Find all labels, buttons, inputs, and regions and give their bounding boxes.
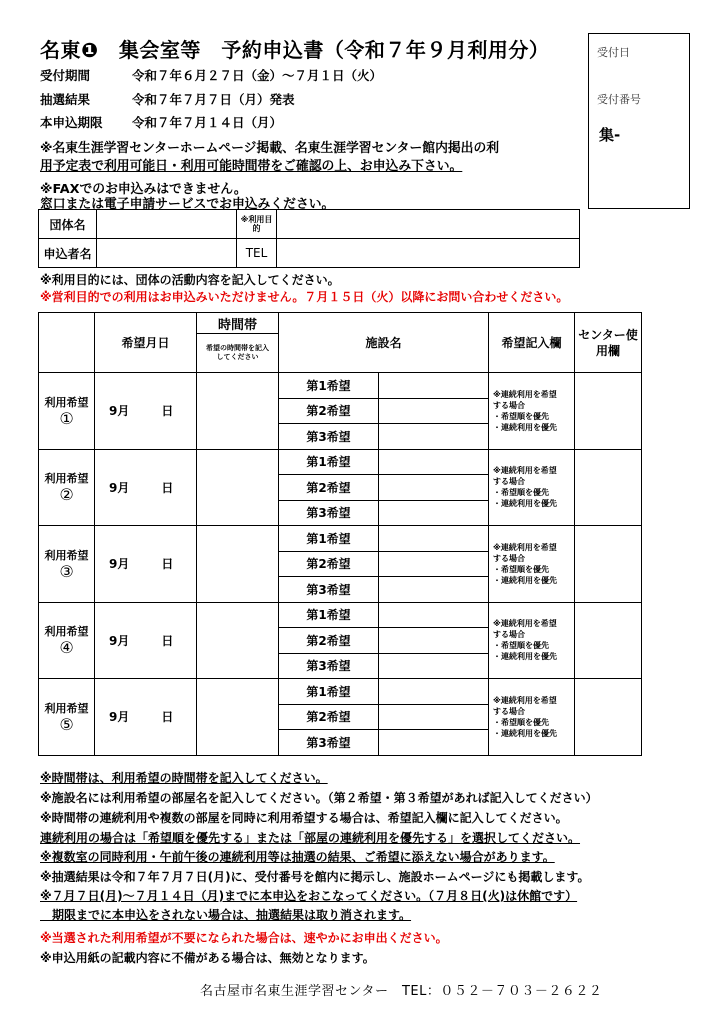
time-field[interactable]	[197, 526, 279, 603]
row-label	[39, 449, 95, 526]
window-notice: 窓口または電子申請サービスでお申込みください。	[40, 197, 335, 212]
row-label-text: 利用希望	[44, 625, 89, 639]
entry-option: ・希望順を優先	[493, 488, 550, 498]
bottom-note: 連続利用の場合は「希望順を優先する」または「部屋の連続利用を優先する」を選択してください。	[40, 831, 581, 845]
entry-cell[interactable]	[489, 602, 575, 679]
application-table	[38, 312, 642, 756]
choice-label: 第2希望	[279, 475, 379, 501]
facility-field[interactable]	[379, 398, 489, 424]
table-row	[39, 526, 642, 552]
facility-field[interactable]	[379, 602, 489, 628]
center-use-field	[575, 602, 642, 679]
entry-cell[interactable]	[489, 679, 575, 756]
facility-field[interactable]	[379, 500, 489, 526]
entry-cell[interactable]	[489, 373, 575, 450]
date-month: 9月	[109, 480, 130, 495]
entry-cell[interactable]	[489, 526, 575, 603]
header-entry: 希望記入欄	[489, 313, 575, 373]
table-row	[39, 373, 642, 399]
notice-line-2: 用予定表で利用可能日・利用可能時間帯をご確認の上、お申込み下さい。	[40, 159, 463, 174]
time-field[interactable]	[197, 373, 279, 450]
date-day: 日	[161, 710, 174, 725]
date-cell[interactable]	[95, 373, 197, 450]
date-cell[interactable]	[95, 449, 197, 526]
table-row	[39, 679, 642, 705]
choice-label: 第2希望	[279, 704, 379, 730]
row-label	[39, 526, 95, 603]
table-row	[39, 602, 642, 628]
receipt-number-value: 集-	[599, 126, 621, 144]
lottery-result	[40, 90, 295, 108]
row-number: ①	[59, 408, 74, 428]
header-time: 時間帯	[197, 313, 279, 334]
tel-label: TEL	[237, 239, 277, 268]
deadline	[40, 113, 282, 131]
reception-period	[40, 66, 382, 84]
choice-label: 第3希望	[279, 653, 379, 679]
lottery-result-label: 抽選結果	[40, 92, 91, 107]
row-label-text: 利用希望	[44, 701, 89, 715]
deadline-label: 本申込期限	[40, 115, 103, 130]
header-center: センター使用欄	[575, 313, 642, 373]
row-label	[39, 679, 95, 756]
entry-option: ・希望順を優先	[493, 411, 550, 421]
facility-field[interactable]	[379, 424, 489, 450]
header-date: 希望月日	[95, 313, 197, 373]
choice-label: 第1希望	[279, 449, 379, 475]
fax-notice: ※FAXでのお申込みはできません。	[40, 182, 247, 197]
entry-option: する場合	[493, 630, 526, 640]
bottom-note: 期限までに本申込をされない場合は、抽選結果は取り消されます。	[40, 908, 412, 922]
receipt-date-label: 受付日	[597, 46, 630, 59]
row-label	[39, 602, 95, 679]
purpose-label: ※利用目的	[237, 210, 277, 239]
bottom-note: ※抽選結果は令和７年７月７日(月)に、受付番号を館内に掲示し、施設ホームページにも掲載します。	[40, 870, 590, 884]
date-month: 9月	[109, 633, 130, 648]
deadline-value: 令和７年７月１４日（月）	[132, 115, 283, 130]
bottom-note: ※複数室の同時利用・午前午後の連続利用等は抽選の結果、ご希望に添えない場合があります。	[40, 850, 555, 864]
notice-line-1: ※名東生涯学習センターホームページ掲載、名東生涯学習センター館内掲出の利	[40, 141, 500, 156]
entry-option: ※連続利用を希望	[493, 695, 557, 705]
choice-label: 第1希望	[279, 679, 379, 705]
entry-option: ・希望順を優先	[493, 564, 550, 574]
purpose-field[interactable]	[277, 210, 580, 239]
entry-option: ・希望順を優先	[493, 717, 550, 727]
row-label-text: 利用希望	[44, 395, 89, 409]
entry-option: ・連続利用を優先	[493, 575, 558, 585]
date-cell[interactable]	[95, 526, 197, 603]
facility-field[interactable]	[379, 475, 489, 501]
group-name-label: 団体名	[39, 210, 97, 239]
entry-option: する場合	[493, 706, 526, 716]
bottom-note: ※時間帯は、利用希望の時間帯を記入してください。	[40, 771, 328, 785]
header-facility: 施設名	[279, 313, 489, 373]
bottom-note: ※時間帯の連続利用や複数の部屋を同時に利用希望する場合は、希望記入欄に記入してください。	[40, 811, 568, 825]
applicant-label: 申込者名	[39, 239, 97, 268]
group-name-field[interactable]	[97, 210, 237, 239]
date-month: 9月	[109, 404, 130, 419]
tel-field[interactable]	[277, 239, 580, 268]
date-month: 9月	[109, 710, 130, 725]
center-use-field	[575, 679, 642, 756]
entry-option: ※連続利用を希望	[493, 389, 557, 399]
page-title: 名東❶ 集会室等 予約申込書（令和７年９月利用分）	[40, 38, 550, 62]
facility-field[interactable]	[379, 730, 489, 756]
entry-cell[interactable]	[489, 449, 575, 526]
entry-option: ・連続利用を優先	[493, 728, 558, 738]
date-day: 日	[161, 557, 174, 572]
facility-field[interactable]	[379, 551, 489, 577]
center-use-field	[575, 373, 642, 450]
entry-option: ※連続利用を希望	[493, 619, 557, 629]
choice-label: 第1希望	[279, 602, 379, 628]
receipt-box	[588, 33, 690, 209]
date-cell[interactable]	[95, 679, 197, 756]
facility-field[interactable]	[379, 704, 489, 730]
date-day: 日	[161, 633, 174, 648]
applicant-field[interactable]	[97, 239, 237, 268]
choice-label: 第3希望	[279, 424, 379, 450]
time-field[interactable]	[197, 679, 279, 756]
facility-field[interactable]	[379, 526, 489, 552]
receipt-number-label: 受付番号	[597, 93, 641, 106]
purpose-note: ※利用目的には、団体の活動内容を記入してください。	[40, 273, 340, 287]
choice-label: 第2希望	[279, 398, 379, 424]
facility-field[interactable]	[379, 653, 489, 679]
bottom-note: ※当選された利用希望が不要になられた場合は、速やかにお申出ください。	[40, 931, 448, 945]
center-use-field	[575, 526, 642, 603]
choice-label: 第1希望	[279, 373, 379, 399]
row-label-text: 利用希望	[44, 472, 89, 486]
date-day: 日	[161, 480, 174, 495]
date-cell[interactable]	[95, 602, 197, 679]
date-month: 9月	[109, 557, 130, 572]
header-blank	[39, 313, 95, 373]
choice-label: 第3希望	[279, 577, 379, 603]
row-label-text: 利用希望	[44, 548, 89, 562]
header-time-sub: 希望の時間帯を記入してください	[197, 334, 279, 373]
facility-field[interactable]	[379, 577, 489, 603]
choice-label: 第3希望	[279, 730, 379, 756]
time-field[interactable]	[197, 602, 279, 679]
entry-option: する場合	[493, 477, 526, 487]
entry-option: する場合	[493, 400, 526, 410]
reception-period-value: 令和７年６月２７日（金）～７月１日（火）	[132, 68, 383, 83]
table-row	[39, 449, 642, 475]
entry-option: ※連続利用を希望	[493, 466, 557, 476]
row-label	[39, 373, 95, 450]
facility-field[interactable]	[379, 679, 489, 705]
bottom-note: ※申込用紙の記載内容に不備がある場合は、無効となります。	[40, 951, 375, 965]
facility-field[interactable]	[379, 628, 489, 654]
choice-label: 第2希望	[279, 628, 379, 654]
bottom-note: ※７月７日(月)～７月１４日（月)までに本申込をおこなってください。（７月８日(火)は休館です）	[40, 889, 578, 903]
row-number: ③	[59, 561, 74, 581]
row-number: ②	[59, 485, 74, 505]
entry-option: ・連続利用を優先	[493, 499, 558, 509]
reception-period-label: 受付期間	[40, 68, 91, 83]
row-number: ⑤	[59, 714, 74, 734]
facility-field[interactable]	[379, 373, 489, 399]
lottery-result-value: 令和７年７月７日（月）発表	[132, 92, 295, 107]
time-field[interactable]	[197, 449, 279, 526]
choice-label: 第3希望	[279, 500, 379, 526]
footer-contact: 名古屋市名東生涯学習センター TEL：０５２－７０３－２６２２	[200, 984, 603, 999]
row-number: ④	[59, 638, 74, 658]
organization-table	[38, 209, 580, 268]
choice-label: 第2希望	[279, 551, 379, 577]
bottom-note: ※施設名には利用希望の部屋名を記入してください。（第２希望・第３希望があれば記入してください）	[40, 791, 598, 805]
facility-field[interactable]	[379, 449, 489, 475]
entry-option: ・希望順を優先	[493, 641, 550, 651]
entry-option: ※連続利用を希望	[493, 542, 557, 552]
profit-note: ※営利目的での利用はお申込みいただけません。７月１５日（火）以降にお問い合わせください。	[40, 290, 569, 304]
center-use-field	[575, 449, 642, 526]
entry-option: ・連続利用を優先	[493, 652, 558, 662]
entry-option: する場合	[493, 553, 526, 563]
entry-option: ・連続利用を優先	[493, 422, 558, 432]
choice-label: 第1希望	[279, 526, 379, 552]
date-day: 日	[161, 404, 174, 419]
